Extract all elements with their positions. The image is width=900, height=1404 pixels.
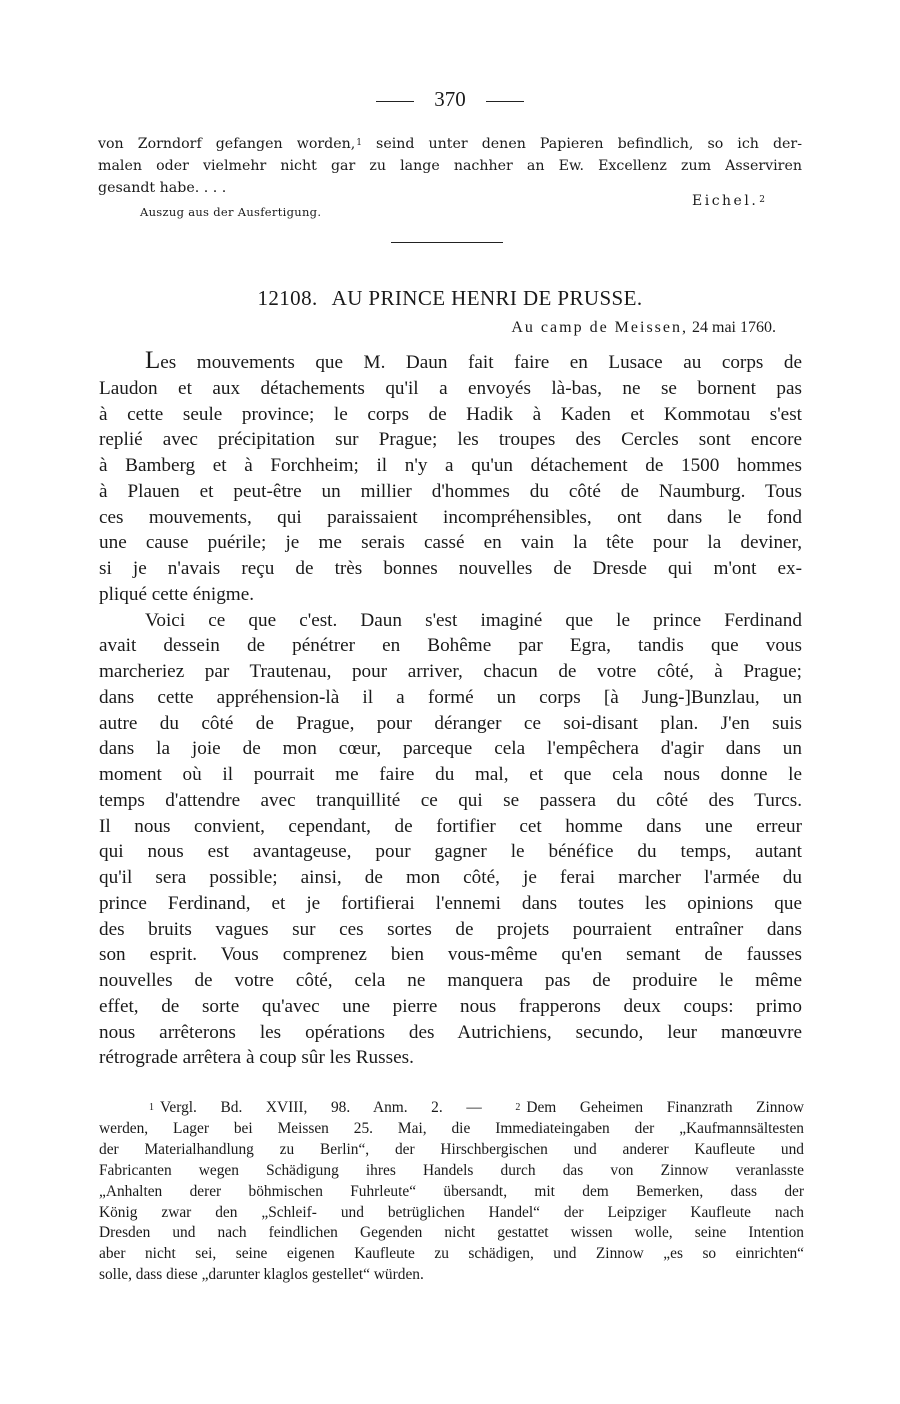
footnote-line: Dresden und nach feindlichen Gegenden nicht gestattet wissen wolle, seine Intention <box>99 1224 804 1242</box>
source-note: Auszug aus der Ausfertigung. <box>140 205 322 219</box>
body-line: marcheriez par Trautenau, pour arriver, chacun de votre côté, à Prague; <box>99 661 802 682</box>
footnote-ref: 2 <box>759 195 766 205</box>
body-line: une cause puérile; je me serais cassé en vain la tête pour la deviner, <box>99 532 802 554</box>
body-line: Il nous convient, cependant, de fortifier cet homme dans une erreur <box>99 815 802 837</box>
body-line: dans la joie de mon cœur, parceque cela l'empêchera d'agir dans un <box>99 738 802 760</box>
body-line: à Plauen et peut-être un millier d'hommes du côté de Naumburg. Tous <box>99 480 802 502</box>
body-line: temps d'attendre avec tranquillité ce qui se passera du côté des Turcs. <box>99 789 802 811</box>
body-line: qui nous est avantageuse, pour gagner le bénéfice du temps, autant <box>99 841 802 863</box>
page-number: 370 <box>434 87 466 111</box>
footnote-line: König zwar den „Schleif- und betrüglichen Handel“ der Leipziger Kaufleute nach <box>99 1203 804 1221</box>
dateline-date: 24 mai 1760. <box>692 319 776 336</box>
letter-body <box>99 348 802 1071</box>
dateline <box>511 319 776 337</box>
body-line: replié avec précipitation sur Prague; les troupes des Cercles sont encore <box>99 429 802 451</box>
left-rule <box>376 101 414 102</box>
body-line: ces mouvements, qui paraissaient incompréhensibles, ont dans le fond <box>99 506 802 528</box>
letter-number: 12108. <box>257 286 318 310</box>
body-line: pliqué cette énigme. <box>99 583 255 605</box>
footnote-line: solle, dass diese „darunter klaglos gestellet“ würden. <box>99 1266 424 1284</box>
body-line: avait dessein de pénétrer en Bohême par Egra, tandis que vous <box>99 635 802 657</box>
body-line: des bruits vagues sur ces sortes de projets pourraient entraîner dans <box>99 918 802 940</box>
body-line: à cette seule province; le corps de Hadik à Kaden et Kommotau s'est <box>99 403 802 425</box>
carryover-line: gesandt habe. . . . <box>98 180 227 196</box>
footnote-line: Fabricanten wegen Schädigung ihres Handels durch das von Zinnow veranlasste <box>99 1161 804 1179</box>
body-line: Voici ce que c'est. Daun s'est imaginé que le prince Ferdinand <box>145 609 802 631</box>
footnote-line: der Materialhandlung zu Berlin“, der Hirschbergischen und anderer Kaufleute und <box>99 1140 804 1158</box>
body-line: autre du côté de Prague, pour déranger ce soi-disant plan. J'en suis <box>99 712 802 734</box>
footnote-line: aber nicht sei, seine eigenen Kaufleute zu schädigen, und Zinnow „es so einrichten“ <box>99 1245 804 1263</box>
body-line: effet, de sorte qu'avec une pierre nous frapperons deux coups: primo <box>99 995 802 1017</box>
body-line: qu'il sera possible; ainsi, de mon côté, je ferai marcher l'armée du <box>99 867 802 888</box>
body-line: son esprit. Vous comprenez bien vous-même qu'en semant de fausses <box>99 944 802 966</box>
body-line: rétrograde arrêtera à coup sûr les Russes. <box>99 1047 414 1069</box>
body-line: Laudon et aux détachements qu'il a envoyés là-bas, ne se bornent pas <box>99 377 802 399</box>
body-line: nous arrêterons les opérations des Autrichiens, secundo, leur manœuvre <box>99 1021 802 1043</box>
dateline-place: Au camp de Meissen, <box>511 319 688 336</box>
footnote-line: „Anhalten derer böhmischen Fuhrleute“ übersandt, mit dem Bemerken, dass der <box>99 1182 804 1200</box>
body-line: prince Ferdinand, et je fortifierai l'ennemi dans toutes les opinions que <box>99 892 802 914</box>
body-line: Les mouvements que M. Daun fait faire en Lusace au corps de <box>145 347 802 374</box>
letter-heading <box>0 286 900 311</box>
footnote-mark: 1 <box>149 1102 154 1113</box>
right-rule <box>486 101 524 102</box>
footnote-mark: 2 <box>515 1102 521 1113</box>
body-line: nouvelles de votre côté, cela ne manquera pas de produire le même <box>99 970 802 991</box>
carryover-line: malen oder vielmehr nicht gar zu lange nachher an Ew. Excellenz zum Asserviren <box>98 158 802 174</box>
body-line: si je n'avais reçu de très bonnes nouvelles de Dresde qui m'ont ex- <box>99 558 802 579</box>
body-line: dans cette appréhension-là il a formé un corps [à Jung-]Bunzlau, un <box>99 686 802 708</box>
body-line: moment où il pourrait me faire du mal, et que cela nous donne le <box>99 764 802 785</box>
initial-letter: L <box>145 347 161 374</box>
section-separator <box>391 242 503 243</box>
signature: Eichel.$^2$ <box>692 193 766 209</box>
running-head <box>0 86 900 112</box>
body-line: à Bamberg et à Forchheim; il n'y a qu'un détachement de 1500 hommes <box>99 455 802 476</box>
carryover-line: von Zorndorf gefangen worden,$^1$ seind unter denen Papieren befindlich, so ich der- <box>98 136 803 152</box>
footnotes <box>99 1098 804 1286</box>
footnote-ref: 1 <box>356 138 363 148</box>
footnote-line: werden, Lager bei Meissen 25. Mai, die Immediateingaben der „Kaufmannsältesten <box>99 1119 804 1137</box>
footnote-line: 1 Vergl. Bd. XVIII, 98. Anm. 2. — 2 Dem Geheimen Finanzrath Zinnow <box>149 1099 805 1116</box>
letter-title: AU PRINCE HENRI DE PRUSSE. <box>331 286 643 310</box>
carryover-paragraph <box>98 132 802 199</box>
